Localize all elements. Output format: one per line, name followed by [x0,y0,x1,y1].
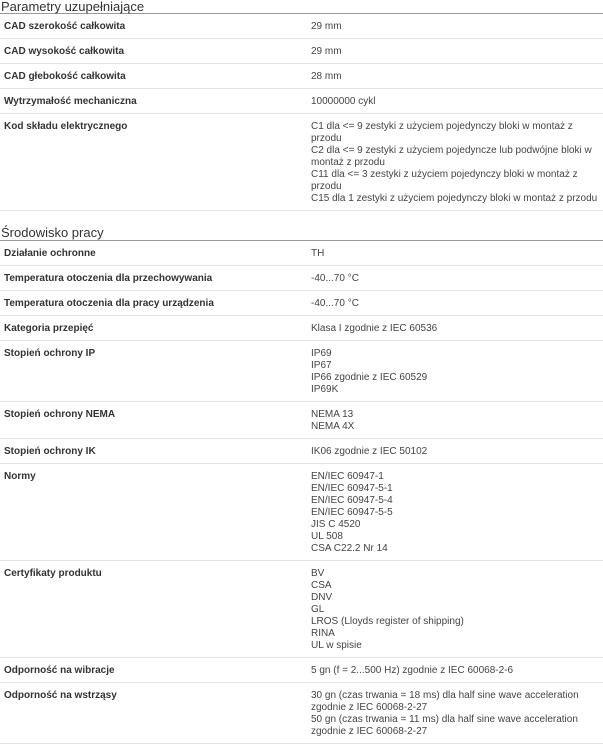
spec-row [0,39,603,64]
spec-value-line: UL w spisie [311,640,362,651]
spec-label: Kategoria przepięć [0,316,307,341]
spec-row [0,266,603,291]
spec-row [0,658,603,683]
spec-label: CAD wysokość całkowita [0,39,307,64]
spec-value [307,64,603,89]
spec-row [0,561,603,658]
spec-value [307,402,603,439]
spec-table [0,14,603,211]
spec-row [0,439,603,464]
spec-value-line: 30 gn (czas trwania = 18 ms) dla half sine wave acceleration zgodnie z IEC 60068-2-27 [311,690,579,713]
section-title: Parametry uzupełniające [0,0,603,14]
spec-value-line: EN/IEC 60947-5-1 [311,483,393,494]
spec-label: Temperatura otoczenia dla pracy urządzenia [0,291,307,316]
spec-value [307,266,603,291]
spec-label: Certyfikaty produktu [0,561,307,658]
spec-table [0,241,603,744]
spec-value-line: GL [311,604,325,615]
spec-label: Odporność na wibracje [0,658,307,683]
spec-label: CAD szerokość całkowita [0,14,307,39]
spec-row [0,683,603,744]
spec-row [0,114,603,211]
spec-value-line: 29 mm [311,46,342,57]
spec-label: Normy [0,464,307,561]
spec-label: Odporność na wstrząsy [0,683,307,744]
spec-value-line: Klasa I zgodnie z IEC 60536 [311,323,438,334]
spec-value-line: 5 gn (f = 2...500 Hz) zgodnie z IEC 60068-2-6 [311,665,514,676]
spec-row [0,89,603,114]
spec-value [307,39,603,64]
spec-value [307,561,603,658]
spec-value [307,14,603,39]
spec-value [307,658,603,683]
spec-row [0,241,603,266]
spec-value-line: IP66 zgodnie z IEC 60529 [311,372,428,383]
spec-value [307,241,603,266]
spec-value-line: 29 mm [311,21,342,32]
spec-row [0,316,603,341]
spec-value-line: EN/IEC 60947-1 [311,471,384,482]
spec-row [0,64,603,89]
spec-value-line: 10000000 cykl [311,96,376,107]
spec-value-line: TH [311,248,325,259]
spec-value-line: RINA [311,628,335,639]
spec-row [0,402,603,439]
spec-label: Działanie ochronne [0,241,307,266]
spec-value-line: -40...70 °C [311,273,359,284]
spec-value-line: IP69K [311,384,339,395]
spec-value-line: C11 dla <= 3 zestyki z użyciem pojedynczy bloki w montaż z przodu [311,169,578,192]
spec-value-line: JIS C 4520 [311,519,361,530]
spec-label: Temperatura otoczenia dla przechowywania [0,266,307,291]
spec-value-line: DNV [311,592,333,603]
spec-value [307,316,603,341]
spec-value-line: EN/IEC 60947-5-5 [311,507,393,518]
spec-value [307,114,603,211]
spec-label: Kod składu elektrycznego [0,114,307,211]
spec-value-line: LROS (Lloyds register of shipping) [311,616,464,627]
spec-row [0,464,603,561]
spec-label: Stopień ochrony NEMA [0,402,307,439]
spec-row [0,341,603,402]
spec-label: Stopień ochrony IK [0,439,307,464]
spec-value-line: C2 dla <= 9 zestyki z użyciem pojedyncze lub podwójne bloki w montaż z przodu [311,145,592,168]
spec-value [307,291,603,316]
spec-value-line: IP67 [311,360,332,371]
spec-value-line: NEMA 4X [311,421,355,432]
spec-value [307,683,603,744]
spec-value-line: -40...70 °C [311,298,359,309]
spec-value-line: EN/IEC 60947-5-4 [311,495,393,506]
spec-value-line: 28 mm [311,71,342,82]
spec-label: Wytrzymałość mechaniczna [0,89,307,114]
spec-value-line: IK06 zgodnie z IEC 50102 [311,446,428,457]
spec-value-line: CSA [311,580,332,591]
spec-value [307,89,603,114]
spec-value-line: 50 gn (czas trwania = 11 ms) dla half sine wave acceleration zgodnie z IEC 60068-2-27 [311,714,578,737]
spec-label: Stopień ochrony IP [0,341,307,402]
spec-value-line: NEMA 13 [311,409,354,420]
spec-value-line: BV [311,568,325,579]
spec-label: CAD głebokość całkowita [0,64,307,89]
spec-value [307,464,603,561]
spec-value [307,341,603,402]
spec-row [0,14,603,39]
spec-value-line: CSA C22.2 Nr 14 [311,543,388,554]
spec-value [307,439,603,464]
spec-value-line: C1 dla <= 9 zestyki z użyciem pojedynczy bloki w montaż z przodu [311,121,573,144]
spec-value-line: UL 508 [311,531,343,542]
spec-value-line: IP69 [311,348,332,359]
spec-row [0,291,603,316]
spec-value-line: C15 dla 1 zestyki z użyciem pojedynczy bloki w montaż z przodu [311,193,598,204]
section-title: Środowisko pracy [0,225,603,241]
